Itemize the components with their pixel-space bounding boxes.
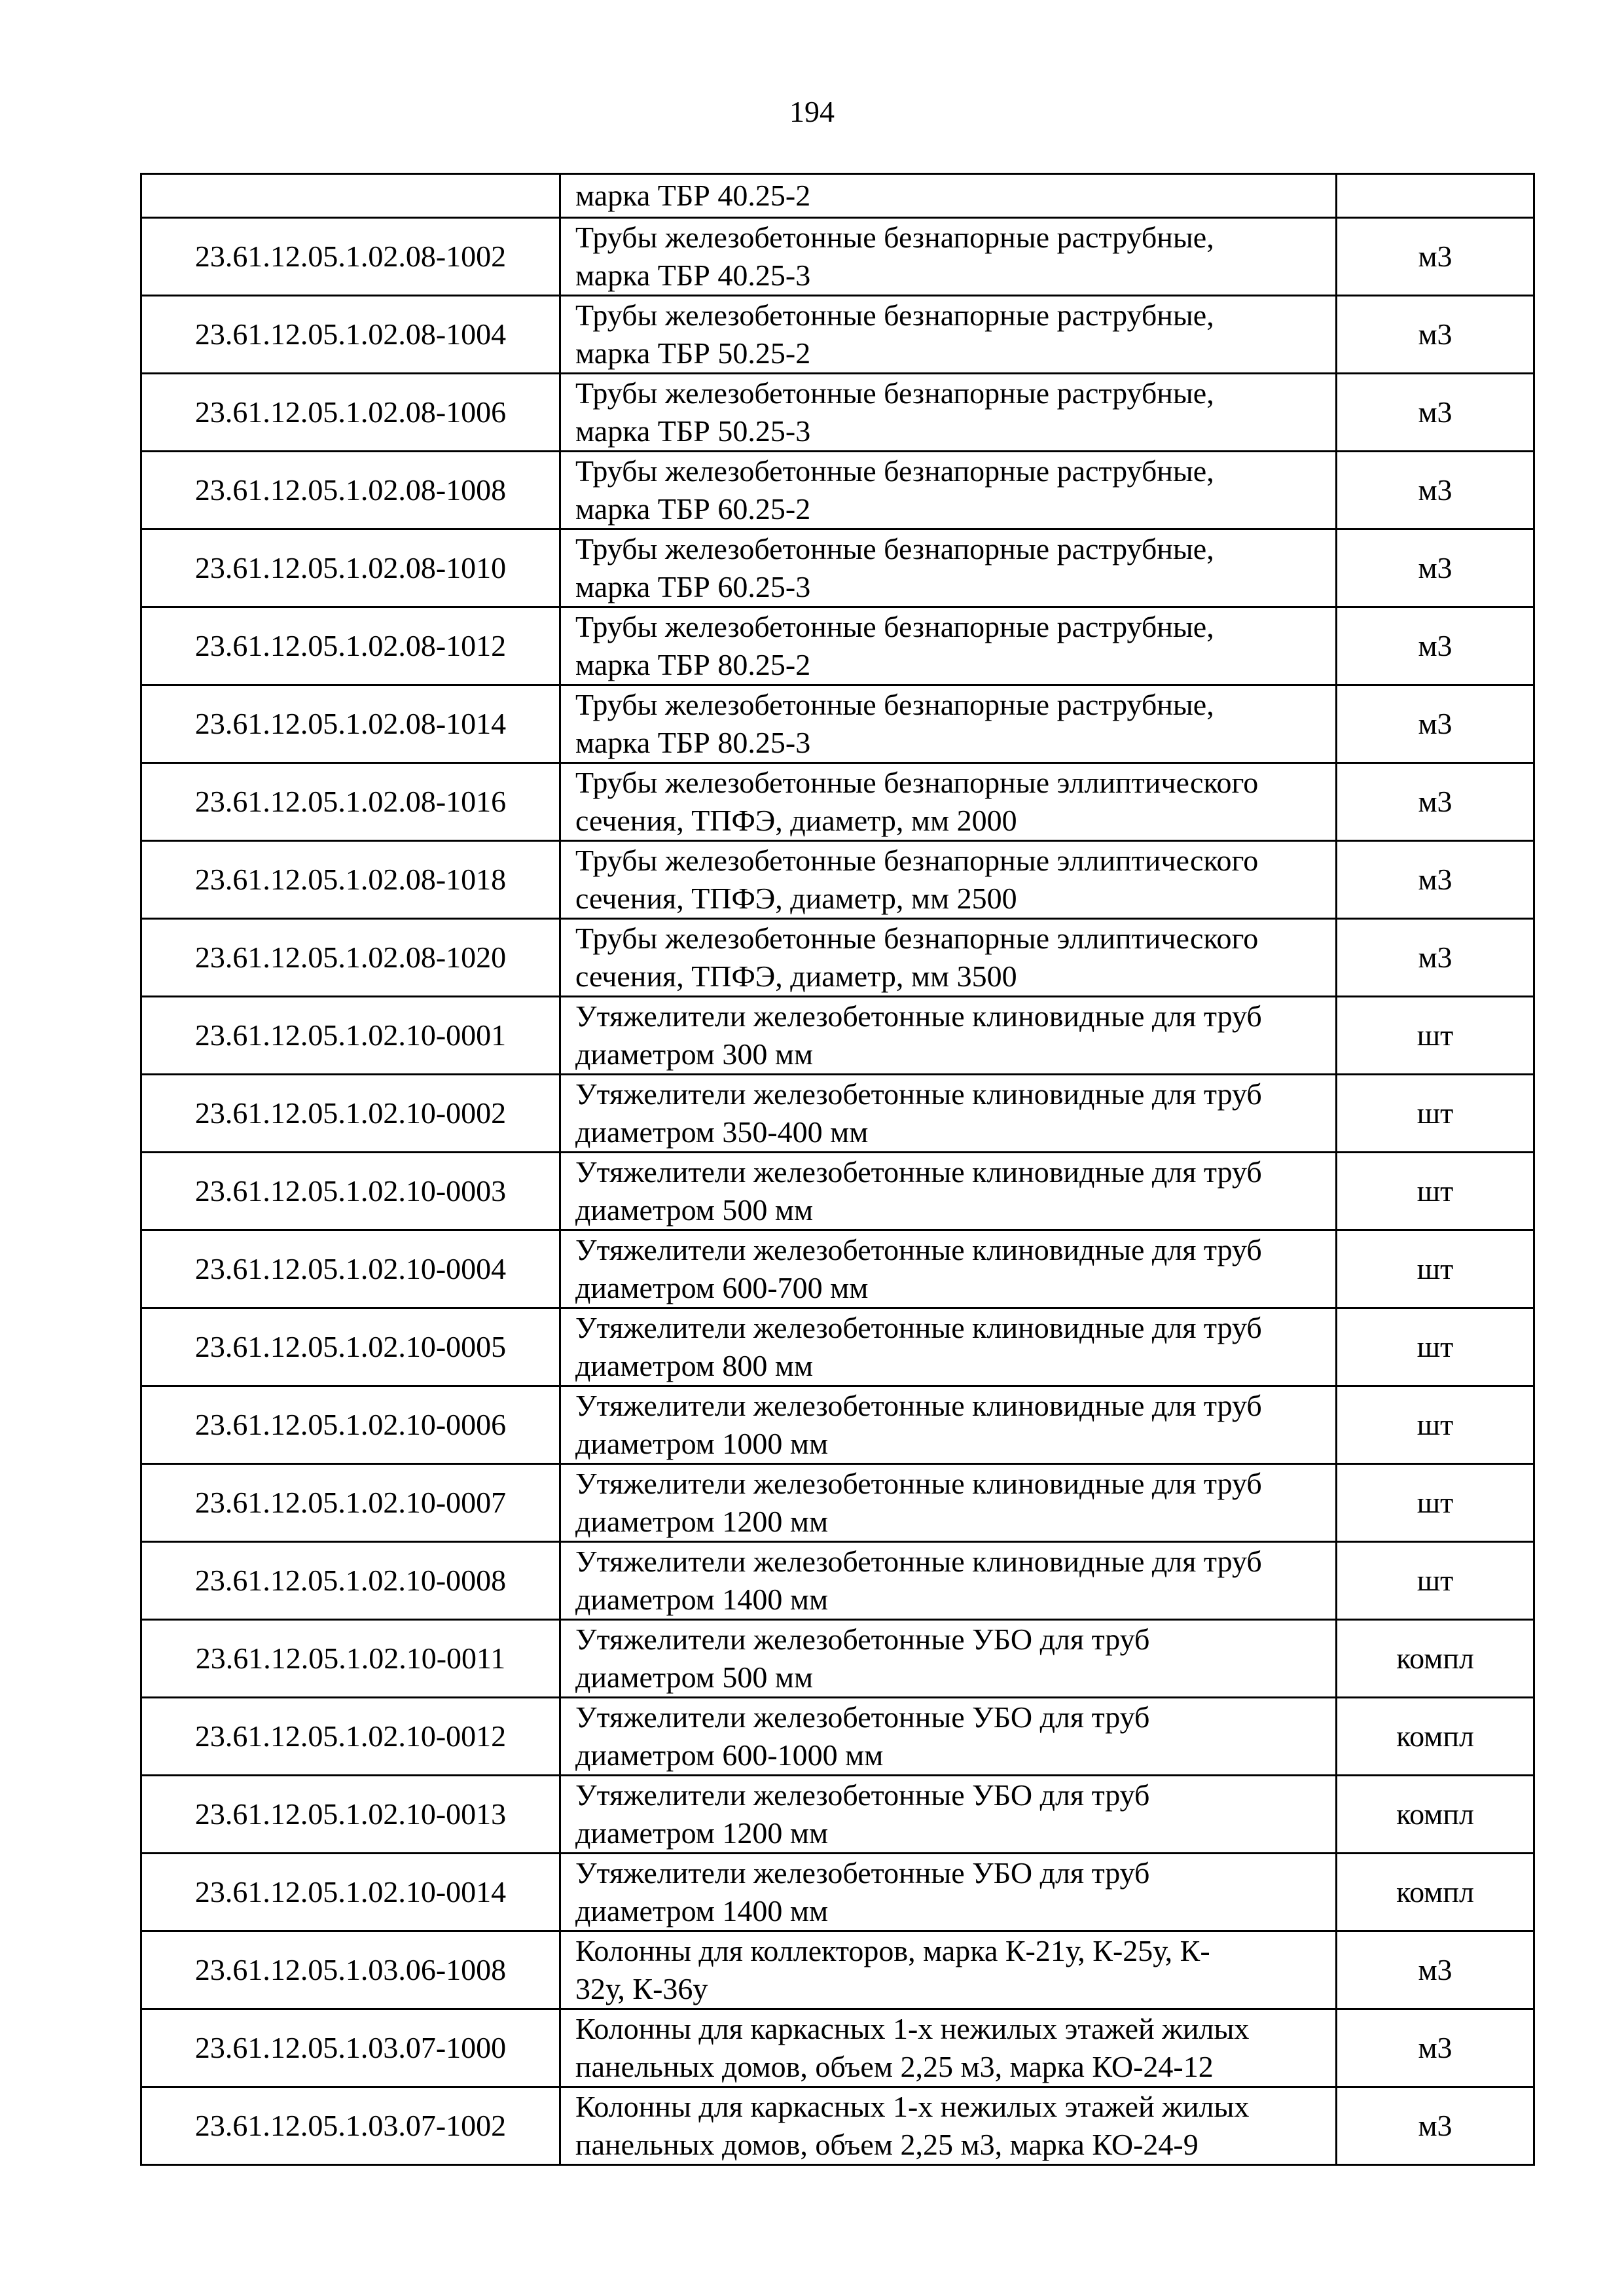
unit-cell: м3 — [1337, 218, 1534, 296]
unit-cell: компл — [1337, 1698, 1534, 1776]
code-cell: 23.61.12.05.1.02.10-0008 — [141, 1542, 560, 1620]
name-cell — [560, 1542, 1337, 1620]
table-row — [141, 2009, 1534, 2087]
table-row — [141, 1075, 1534, 1153]
name-cell — [560, 1153, 1337, 1230]
code-cell: 23.61.12.05.1.02.10-0011 — [141, 1620, 560, 1698]
table-row — [141, 1386, 1534, 1464]
name-line: марка ТБР 60.25-3 — [575, 570, 811, 603]
table-row — [141, 763, 1534, 841]
name-cell — [560, 218, 1337, 296]
name-line: диаметром 1400 мм — [575, 1583, 829, 1616]
name-line: Утяжелители железобетонные клиновидные для труб — [575, 999, 1262, 1033]
table-row — [141, 296, 1534, 374]
name-cell — [560, 1230, 1337, 1308]
unit-cell: м3 — [1337, 296, 1534, 374]
table-row — [141, 1230, 1534, 1308]
code-cell: 23.61.12.05.1.02.10-0012 — [141, 1698, 560, 1776]
name-line: Утяжелители железобетонные клиновидные для труб — [575, 1467, 1262, 1500]
name-line: диаметром 350-400 мм — [575, 1115, 869, 1149]
name-line: марка ТБР 40.25-3 — [575, 259, 811, 292]
table-row — [141, 1153, 1534, 1230]
unit-cell: шт — [1337, 1386, 1534, 1464]
name-line: сечения, ТПФЭ, диаметр, мм 2500 — [575, 882, 1017, 915]
name-line: Трубы железобетонные безнапорные раструбные, — [575, 454, 1214, 488]
name-line: Утяжелители железобетонные УБО для труб — [575, 1700, 1150, 1734]
name-cell — [560, 763, 1337, 841]
name-line: марка ТБР 80.25-3 — [575, 726, 811, 759]
unit-cell: м3 — [1337, 763, 1534, 841]
unit-cell: шт — [1337, 1308, 1534, 1386]
name-line: Утяжелители железобетонные УБО для труб — [575, 1778, 1150, 1812]
name-line: диаметром 600-1000 мм — [575, 1738, 884, 1772]
unit-cell: м3 — [1337, 529, 1534, 607]
table-row — [141, 2087, 1534, 2165]
name-cell — [560, 374, 1337, 452]
unit-cell: шт — [1337, 1464, 1534, 1542]
name-line: диаметром 1000 мм — [575, 1427, 829, 1460]
name-line: Колонны для каркасных 1-х нежилых этажей жилых — [575, 2012, 1250, 2045]
name-cell — [560, 841, 1337, 919]
name-cell — [560, 997, 1337, 1075]
name-line: диаметром 500 мм — [575, 1660, 814, 1694]
table-row — [141, 841, 1534, 919]
table-row — [141, 1931, 1534, 2009]
unit-cell: шт — [1337, 1542, 1534, 1620]
table-row — [141, 997, 1534, 1075]
unit-cell: шт — [1337, 997, 1534, 1075]
name-line: диаметром 600-700 мм — [575, 1271, 869, 1304]
unit-cell: компл — [1337, 1620, 1534, 1698]
code-cell: 23.61.12.05.1.03.06-1008 — [141, 1931, 560, 2009]
name-line: Трубы железобетонные безнапорные раструбные, — [575, 376, 1214, 410]
name-line: Утяжелители железобетонные клиновидные для труб — [575, 1233, 1262, 1266]
table-row — [141, 1854, 1534, 1931]
name-cell — [560, 529, 1337, 607]
table-row — [141, 1698, 1534, 1776]
name-line: Утяжелители железобетонные клиновидные для труб — [575, 1155, 1262, 1189]
unit-cell: м3 — [1337, 685, 1534, 763]
unit-cell: м3 — [1337, 452, 1534, 529]
code-cell: 23.61.12.05.1.02.10-0013 — [141, 1776, 560, 1854]
name-line: марка ТБР 50.25-3 — [575, 414, 811, 448]
table-body — [141, 174, 1534, 2165]
name-cell — [560, 1308, 1337, 1386]
name-line: диаметром 1400 мм — [575, 1894, 829, 1928]
unit-cell: м3 — [1337, 607, 1534, 685]
name-line: сечения, ТПФЭ, диаметр, мм 2000 — [575, 804, 1017, 837]
table-row — [141, 529, 1534, 607]
unit-cell — [1337, 174, 1534, 218]
page-number: 194 — [789, 95, 835, 128]
name-line: Трубы железобетонные безнапорные эллиптического — [575, 922, 1259, 955]
name-line: диаметром 500 мм — [575, 1193, 814, 1227]
code-cell: 23.61.12.05.1.02.10-0004 — [141, 1230, 560, 1308]
unit-cell: шт — [1337, 1075, 1534, 1153]
name-cell — [560, 607, 1337, 685]
unit-cell: м3 — [1337, 2009, 1534, 2087]
name-line: 32у, К-36у — [575, 1972, 708, 2005]
name-line: Трубы железобетонные безнапорные эллиптического — [575, 766, 1259, 799]
unit-cell: м3 — [1337, 374, 1534, 452]
name-cell — [560, 1620, 1337, 1698]
name-cell — [560, 2009, 1337, 2087]
table-row — [141, 218, 1534, 296]
name-cell — [560, 1931, 1337, 2009]
name-line: Утяжелители железобетонные УБО для труб — [575, 1623, 1150, 1656]
name-cell — [560, 296, 1337, 374]
name-cell — [560, 1075, 1337, 1153]
unit-cell: м3 — [1337, 2087, 1534, 2165]
resource-table — [140, 173, 1535, 2166]
name-line: сечения, ТПФЭ, диаметр, мм 3500 — [575, 960, 1017, 993]
code-cell: 23.61.12.05.1.02.10-0005 — [141, 1308, 560, 1386]
code-cell: 23.61.12.05.1.03.07-1002 — [141, 2087, 560, 2165]
code-cell: 23.61.12.05.1.02.08-1020 — [141, 919, 560, 997]
table-row — [141, 452, 1534, 529]
name-line: Трубы железобетонные безнапорные раструбные, — [575, 688, 1214, 721]
table-row — [141, 685, 1534, 763]
name-line: панельных домов, объем 2,25 м3, марка КО-24-12 — [575, 2050, 1214, 2083]
code-cell: 23.61.12.05.1.02.08-1016 — [141, 763, 560, 841]
name-line: диаметром 300 мм — [575, 1037, 814, 1071]
table-row — [141, 1542, 1534, 1620]
unit-cell: шт — [1337, 1153, 1534, 1230]
name-cell — [560, 1464, 1337, 1542]
name-cell — [560, 919, 1337, 997]
table-row — [141, 607, 1534, 685]
name-line: марка ТБР 80.25-2 — [575, 648, 811, 681]
unit-cell: м3 — [1337, 1931, 1534, 2009]
table-row — [141, 1308, 1534, 1386]
name-line: Трубы железобетонные безнапорные эллиптического — [575, 844, 1259, 877]
code-cell: 23.61.12.05.1.02.08-1004 — [141, 296, 560, 374]
name-cell — [560, 1854, 1337, 1931]
code-cell: 23.61.12.05.1.02.08-1002 — [141, 218, 560, 296]
name-line: диаметром 1200 мм — [575, 1505, 829, 1538]
table-row — [141, 1776, 1534, 1854]
table-row — [141, 1620, 1534, 1698]
code-cell: 23.61.12.05.1.02.10-0002 — [141, 1075, 560, 1153]
code-cell: 23.61.12.05.1.02.08-1012 — [141, 607, 560, 685]
code-cell: 23.61.12.05.1.02.08-1010 — [141, 529, 560, 607]
table-row-continuation — [141, 174, 1534, 218]
code-cell: 23.61.12.05.1.02.10-0007 — [141, 1464, 560, 1542]
name-cell — [560, 1776, 1337, 1854]
name-cell: марка ТБР 40.25-2 — [560, 174, 1337, 218]
name-cell — [560, 1698, 1337, 1776]
name-cell — [560, 2087, 1337, 2165]
unit-cell: компл — [1337, 1776, 1534, 1854]
name-line: марка ТБР 50.25-2 — [575, 336, 811, 370]
unit-cell: м3 — [1337, 841, 1534, 919]
name-cell — [560, 685, 1337, 763]
name-cell — [560, 452, 1337, 529]
name-line: Трубы железобетонные безнапорные раструбные, — [575, 298, 1214, 332]
name-line: Колонны для коллекторов, марка К-21у, К-25у, К- — [575, 1934, 1210, 1967]
name-line: марка ТБР 60.25-2 — [575, 492, 811, 526]
name-cell — [560, 1386, 1337, 1464]
name-line: Трубы железобетонные безнапорные раструбные, — [575, 221, 1214, 254]
name-line: Утяжелители железобетонные клиновидные для труб — [575, 1311, 1262, 1344]
table-row — [141, 374, 1534, 452]
name-line: Колонны для каркасных 1-х нежилых этажей жилых — [575, 2090, 1250, 2123]
name-line: диаметром 1200 мм — [575, 1816, 829, 1850]
code-cell — [141, 174, 560, 218]
name-line: диаметром 800 мм — [575, 1349, 814, 1382]
name-line: Утяжелители железобетонные клиновидные для труб — [575, 1389, 1262, 1422]
code-cell: 23.61.12.05.1.02.10-0001 — [141, 997, 560, 1075]
name-line: Утяжелители железобетонные клиновидные для труб — [575, 1545, 1262, 1578]
code-cell: 23.61.12.05.1.02.10-0006 — [141, 1386, 560, 1464]
code-cell: 23.61.12.05.1.02.08-1014 — [141, 685, 560, 763]
code-cell: 23.61.12.05.1.02.08-1018 — [141, 841, 560, 919]
unit-cell: шт — [1337, 1230, 1534, 1308]
name-line: Трубы железобетонные безнапорные раструбные, — [575, 532, 1214, 565]
code-cell: 23.61.12.05.1.02.10-0003 — [141, 1153, 560, 1230]
table-row — [141, 1464, 1534, 1542]
name-line: Утяжелители железобетонные УБО для труб — [575, 1856, 1150, 1890]
unit-cell: м3 — [1337, 919, 1534, 997]
name-line: Трубы железобетонные безнапорные раструбные, — [575, 610, 1214, 643]
table-row — [141, 919, 1534, 997]
name-line: Утяжелители железобетонные клиновидные для труб — [575, 1077, 1262, 1111]
code-cell: 23.61.12.05.1.02.08-1008 — [141, 452, 560, 529]
code-cell: 23.61.12.05.1.03.07-1000 — [141, 2009, 560, 2087]
name-line: панельных домов, объем 2,25 м3, марка КО-24-9 — [575, 2128, 1199, 2161]
code-cell: 23.61.12.05.1.02.08-1006 — [141, 374, 560, 452]
unit-cell: компл — [1337, 1854, 1534, 1931]
code-cell: 23.61.12.05.1.02.10-0014 — [141, 1854, 560, 1931]
